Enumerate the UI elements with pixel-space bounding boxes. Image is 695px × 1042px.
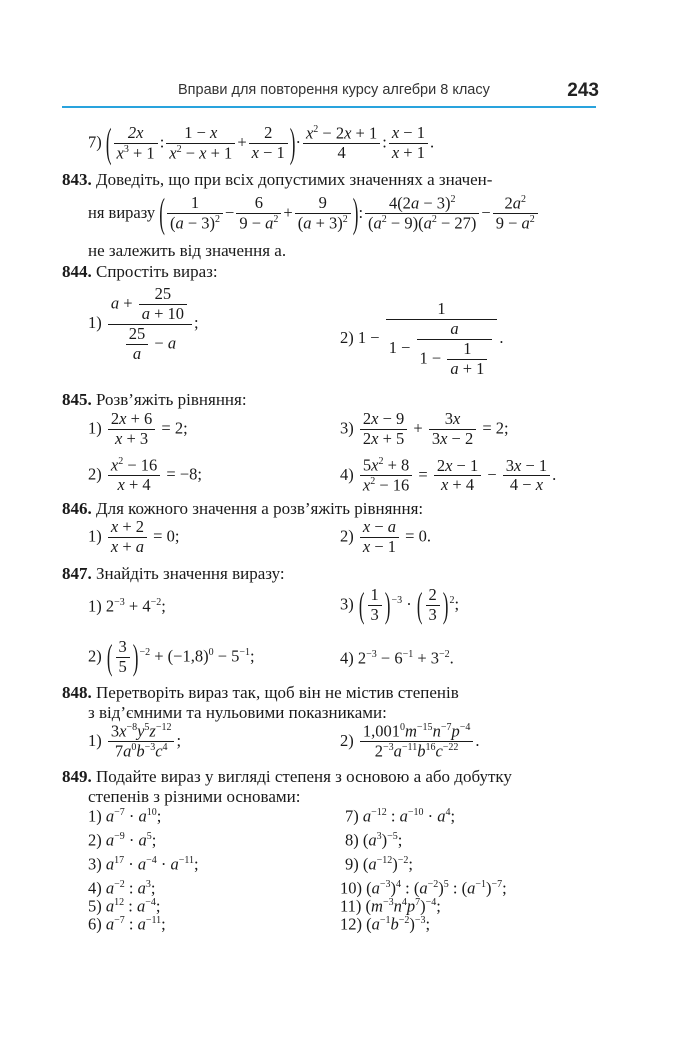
exercise-849-item-3: 3) $a^{17} \cdot a^{-4} \cdot a^{-11}$; [88,854,199,874]
exercise-847-title: 847. Знайдіть значення виразу: [62,564,285,583]
exercise-849-item-11: 11) $(m^{-3}n^4p^7)^{-4}$; [340,896,441,916]
exercise-849-item-9: 9) $(a^{-12})^{-2}$; [345,854,413,874]
exercise-849-item-10: 10) $(a^{-3})^4$ : $(a^{-2})^5$ : $(a^{-1})^{-7}$; [340,878,507,898]
exercise-845-item-3: 3) $\frac{2x - 9}{2x + 5}$ + $\frac{3x}{3x - 2}$ = 2; [340,409,509,448]
exercise-843-line-1: 843. Доведіть, що при всіх допустимих значеннях a значен- [62,170,493,189]
exercise-848-line-2: з від’ємними та нульовими показниками: [88,703,387,722]
exercise-846-item-1: 1) $\frac{x + 2}{x + a}$ = 0; [88,517,180,556]
exercise-849-line-2: степенів з різними основами: [88,787,301,806]
exercise-849-item-4: 4) $a^{-2}$ : $a^3$; [88,878,156,898]
exercise-849-item-6: 6) $a^{-7}$ : $a^{-11}$; [88,914,166,934]
exercise-843-line-3: не залежить від значення a. [88,241,287,260]
exercise-848-item-1: 1) $\frac{3x^{-8}y^5z^{-12}}{7a^0b^{-3}c^4}$ ; [88,721,182,761]
exercise-846-item-2: 2) $\frac{x - a}{x - 1}$ = 0. [340,517,431,556]
exercise-844-item-2: 2) 1 − 1 1 − a 1 − $\frac{1}{a + 1}$ . [340,299,504,378]
exercise-844-item-1: 1) a + $\frac{25}{a + 10}$ $\frac{25}{a}$ − a ; [88,284,199,363]
exercise-848-line-1: 848. Перетворіть вираз так, щоб він не містив степенів [62,683,459,702]
exercise-846-title: 846. Для кожного значення a розв’яжіть рівняння: [62,499,424,518]
exercise-849-item-2: 2) $a^{-9} \cdot a^5$; [88,830,157,850]
exercise-843-expression: ня виразу ( $\frac{1}{(a - 3)^2}$ − $\frac{6}{9 - a^2}$ + $\frac{9}{(a + 3)^2}$ ): $\frac{4(2a - 3)^2}{(a^2 - 9)(a^2 - 27)}$ − $\frac{2a^2}{9 - a^2}$ [88,194,540,234]
exercise-849-item-12: 12) $(a^{-1}b^{-2})^{-3}$; [340,914,431,934]
page-number: 243 [567,80,599,101]
exercise-847-item-1: 1) $2^{-3} + 4^{-2}$; [88,596,166,616]
exercise-844-title: 844. Спростіть вираз: [62,262,218,281]
exercise-849-line-1: 849. Подайте вираз у вигляді степеня з основою a або добутку [62,767,512,786]
exercise-845-item-2: 2) $\frac{x^2 - 16}{x + 4}$ = −8; [88,455,202,495]
exercise-847-item-4: 4) $2^{-3} - 6^{-1} + 3^{-2}$. [340,648,454,668]
exercise-842-item-7: 7) ( $\frac{2x}{x^3 + 1}$ : $\frac{1 - x}{x^2 - x + 1}$ + $\frac{2}{x - 1}$ )· $\frac{x^2 - 2x + 1}{4}$ : $\frac{x - 1}{x + 1}$ . [88,120,435,167]
exercise-845-item-4: 4) $\frac{5x^2 + 8}{x^2 - 16}$ = $\frac{2x - 1}{x + 4}$ − $\frac{3x - 1}{4 - x}$ . [340,455,557,495]
exercise-849-item-5: 5) $a^{12}$ : $a^{-4}$; [88,896,161,916]
header-rule [62,106,596,108]
exercise-847-item-2: 2) ( $\frac{3}{5}$ )$^{-2} + (-1,8)^0 - 5^{-1}$; [88,637,255,678]
running-header: Вправи для повторення курсу алгебри 8 класу [178,82,490,98]
exercise-847-item-3: 3) ( $\frac{1}{3}$ )$^{-3}$ · ( $\frac{2}{3}$ )$^2$; [340,585,460,626]
exercise-848-item-2: 2) $\frac{1,001^0m^{-15}n^{-7}p^{-4}}{2^{-3}a^{-11}b^{16}c^{-22}}$ . [340,721,480,761]
exercise-845-item-1: 1) $\frac{2x + 6}{x + 3}$ = 2; [88,409,188,448]
exercise-849-item-1: 1) $a^{-7} \cdot a^{10}$; [88,806,162,826]
exercise-845-title: 845. Розв’яжіть рівняння: [62,390,247,409]
exercise-849-item-8: 8) $(a^3)^{-5}$; [345,830,403,850]
exercise-849-item-7: 7) $a^{-12}$ : $a^{-10} \cdot a^4$; [345,806,456,826]
